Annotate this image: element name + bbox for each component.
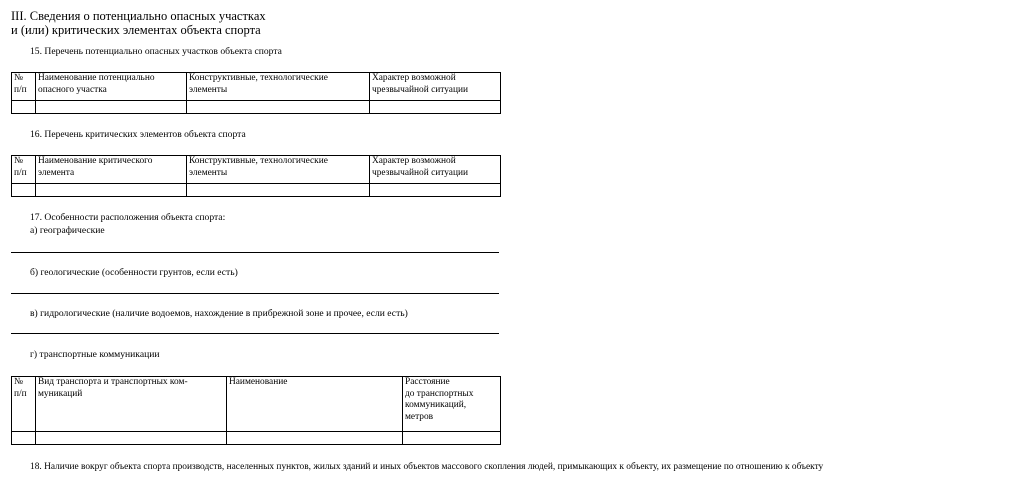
table-header-row [12, 73, 501, 101]
table-header-row [12, 377, 501, 432]
table-cell[interactable] [36, 184, 187, 197]
header-cell: Наименование потенциально опасного участка [36, 73, 187, 101]
hazard-areas-table [11, 72, 501, 114]
item18-title: 18. Наличие вокруг объекта спорта производств, населенных пунктов, жилых зданий и иных объектов массового скопления людей, примыкающих к объекту, их размещение по отношению к объекту [30, 462, 824, 472]
item15-title: 15. Перечень потенциально опасных участков объекта спорта [30, 46, 282, 57]
table-row [12, 101, 501, 114]
table-cell[interactable] [12, 184, 36, 197]
section-title-line1: III. Сведения о потенциально опасных участках [11, 9, 266, 23]
header-cell: Вид транспорта и транспортных ком- муникаций [36, 377, 227, 432]
header-cell: Расстояние до транспортных коммуникаций, метров [403, 377, 501, 432]
item17-title: 17. Особенности расположения объекта спорта: [30, 212, 226, 223]
table-cell[interactable] [187, 101, 370, 114]
table-cell[interactable] [403, 432, 501, 445]
table-cell[interactable] [36, 101, 187, 114]
header-cell: Характер возможной чрезвычайной ситуации [370, 73, 501, 101]
header-cell: Наименование [227, 377, 403, 432]
table-cell[interactable] [370, 184, 501, 197]
header-cell: № п/п [12, 377, 36, 432]
table-cell[interactable] [187, 184, 370, 197]
header-cell: № п/п [12, 156, 36, 184]
hydrological-fill-line[interactable] [11, 333, 499, 334]
item17-transport-label: г) транспортные коммуникации [30, 349, 160, 360]
item17-geological-label: б) геологические (особенности грунтов, если есть) [30, 267, 238, 278]
header-cell: Наименование критического элемента [36, 156, 187, 184]
table-cell[interactable] [12, 101, 36, 114]
item17-hydrological-label: в) гидрологические (наличие водоемов, нахождение в прибрежной зоне и прочее, если есть) [30, 308, 408, 319]
table-cell[interactable] [12, 432, 36, 445]
table-row [12, 432, 501, 445]
header-cell: Конструктивные, технологические элементы [187, 73, 370, 101]
critical-elements-table [11, 155, 501, 197]
geological-fill-line[interactable] [11, 293, 499, 294]
header-cell: № п/п [12, 73, 36, 101]
transport-table [11, 376, 501, 445]
table-cell[interactable] [36, 432, 227, 445]
table-cell[interactable] [370, 101, 501, 114]
table-header-row [12, 156, 501, 184]
geographic-fill-line[interactable] [11, 252, 499, 253]
header-cell: Конструктивные, технологические элементы [187, 156, 370, 184]
header-cell: Характер возможной чрезвычайной ситуации [370, 156, 501, 184]
section-title-line2: и (или) критических элементах объекта спорта [11, 23, 261, 37]
table-cell[interactable] [227, 432, 403, 445]
item17-geographic-label: а) географические [30, 225, 105, 236]
item16-title: 16. Перечень критических элементов объекта спорта [30, 129, 246, 140]
table-row [12, 184, 501, 197]
